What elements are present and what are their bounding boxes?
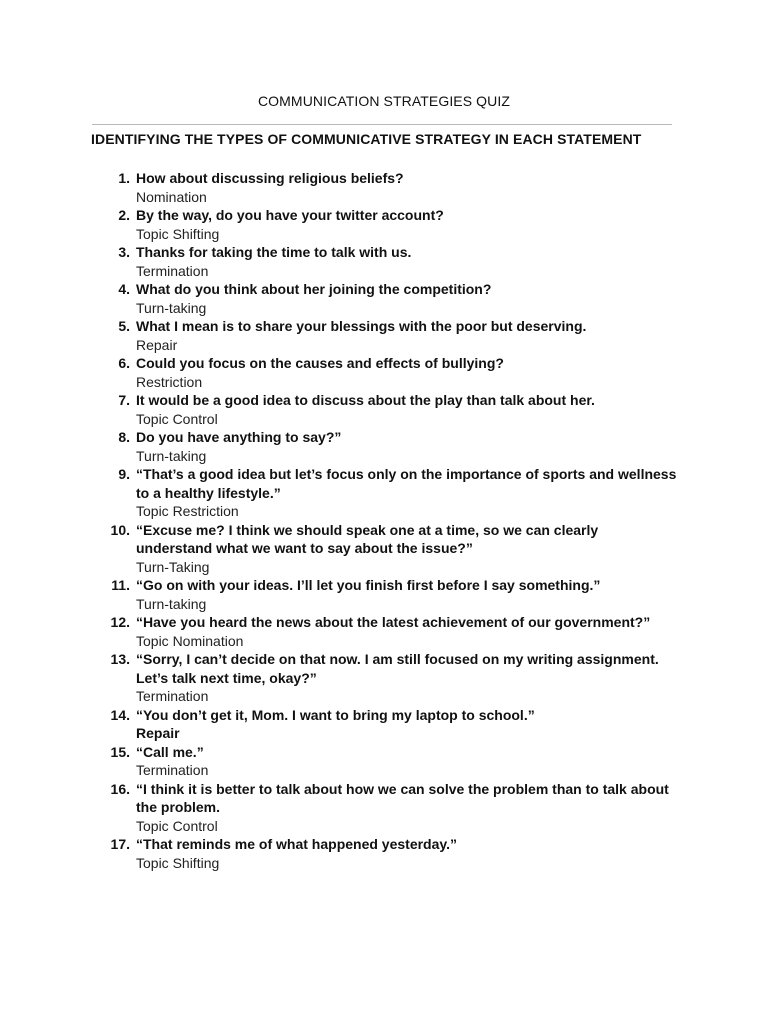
item-question: Thanks for taking the time to talk with us. (136, 244, 412, 260)
item-answer: Repair (136, 725, 180, 741)
quiz-item-11 (0, 576, 768, 613)
quiz-item-16 (0, 780, 768, 836)
item-question: What do you think about her joining the competition? (136, 281, 492, 297)
quiz-item-1 (0, 169, 768, 206)
page-title: COMMUNICATION STRATEGIES QUIZ (257, 93, 511, 109)
item-number: 17. (110, 836, 130, 852)
item-number: 7. (118, 392, 130, 408)
item-number: 2. (118, 207, 130, 223)
item-number: 12. (110, 614, 130, 630)
item-number: 16. (110, 780, 130, 797)
item-question: “Go on with your ideas. I’ll let you finish first before I say something.” (136, 577, 601, 593)
item-number: 10. (110, 521, 130, 538)
item-answer: Termination (136, 262, 209, 279)
item-number: 15. (110, 743, 130, 760)
item-number: 8. (118, 429, 130, 445)
item-question: “Sorry, I can’t decide on that now. I am still focused on my writing assignment. Let’s talk next time, okay?” (136, 651, 659, 686)
item-number: 11. (111, 577, 130, 593)
item-question: “That reminds me of what happened yesterday.” (136, 836, 458, 852)
quiz-item-10 (0, 521, 768, 577)
quiz-item-5 (0, 317, 768, 354)
quiz-item-13 (0, 650, 768, 706)
quiz-item-4 (0, 280, 768, 317)
item-answer: Topic Shifting (136, 854, 220, 871)
quiz-item-3 (0, 243, 768, 280)
item-number: 6. (118, 355, 130, 371)
item-number: 13. (110, 651, 130, 667)
quiz-item-14 (0, 706, 768, 743)
section-heading: IDENTIFYING THE TYPES OF COMMUNICATIVE STRATEGY IN EACH STATEMENT (91, 131, 642, 147)
item-answer: Topic Restriction (136, 503, 239, 519)
item-number: 3. (118, 244, 130, 260)
item-question: By the way, do you have your twitter account? (136, 207, 444, 223)
item-question: Could you focus on the causes and effects of bullying? (136, 355, 504, 371)
item-answer: Turn-taking (136, 595, 207, 612)
item-number: 14. (110, 706, 130, 723)
item-question: Do you have anything to say?” (136, 429, 342, 445)
item-answer: Topic Shifting (136, 225, 220, 242)
item-question: “You don’t get it, Mom. I want to bring my laptop to school.” (136, 706, 535, 723)
item-answer: Topic Control (136, 817, 218, 834)
quiz-item-6 (0, 354, 768, 391)
title-divider (92, 124, 672, 125)
item-question: It would be a good idea to discuss about the play than talk about her. (136, 392, 595, 408)
item-answer: Turn-taking (136, 447, 207, 464)
quiz-item-8 (0, 428, 768, 465)
item-question: “Excuse me? I think we should speak one at a time, so we can clearly understand what we want to say about the issue?” (136, 521, 599, 556)
item-answer: Turn-taking (136, 299, 207, 316)
quiz-list (0, 169, 768, 872)
quiz-item-17 (0, 835, 768, 872)
quiz-item-12 (0, 613, 768, 650)
item-answer: Termination (136, 688, 209, 704)
item-answer: Topic Nomination (136, 632, 244, 649)
quiz-item-9 (0, 465, 768, 521)
item-answer: Turn-Taking (136, 558, 210, 575)
item-question: What I mean is to share your blessings with the poor but deserving. (136, 318, 587, 334)
quiz-item-7 (0, 391, 768, 428)
item-answer: Topic Control (136, 410, 218, 427)
item-number: 1. (118, 170, 130, 186)
item-answer: Termination (136, 762, 209, 778)
item-question: How about discussing religious beliefs? (136, 170, 404, 186)
item-question: “Call me.” (136, 743, 204, 760)
item-answer: Nomination (136, 188, 207, 205)
item-answer: Repair (136, 336, 178, 353)
item-question: “Have you heard the news about the latest achievement of our government?” (136, 614, 651, 630)
quiz-item-15 (0, 743, 768, 780)
item-number: 4. (118, 281, 130, 297)
item-number: 5. (118, 318, 130, 334)
item-question: “I think it is better to talk about how we can solve the problem than to talk about the problem. (136, 780, 669, 815)
item-number: 9. (118, 466, 130, 482)
item-answer: Restriction (136, 373, 203, 390)
item-question: “That’s a good idea but let’s focus only on the importance of sports and wellness to a healthy lifestyle.” (136, 466, 677, 501)
quiz-item-2 (0, 206, 768, 243)
